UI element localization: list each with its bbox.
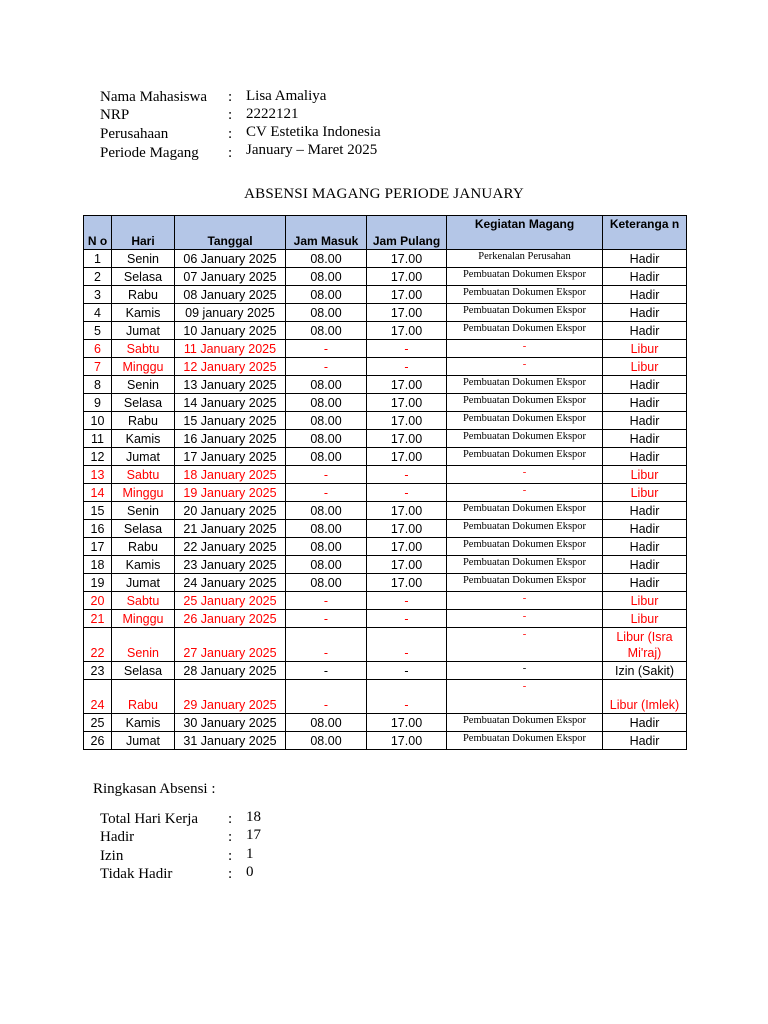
nrp-label: NRP	[100, 107, 130, 123]
summary-tidak-hadir-value: 0	[246, 864, 254, 880]
cell-hari: Sabtu	[112, 340, 175, 358]
cell-hari: Rabu	[112, 412, 175, 430]
cell-kegiatan: -	[447, 358, 603, 376]
cell-jam-pulang: 17.00	[367, 556, 447, 574]
cell-hari: Kamis	[112, 430, 175, 448]
periode-label: Periode Magang	[100, 145, 199, 161]
cell-tanggal: 17 January 2025	[175, 448, 286, 466]
summary-hadir-label: Hadir	[100, 829, 135, 845]
summary-heading: Ringkasan Absensi :	[93, 781, 216, 797]
cell-jam-masuk: -	[286, 592, 367, 610]
cell-kegiatan: Pembuatan Dokumen Ekspor	[447, 732, 603, 750]
cell-tanggal: 31 January 2025	[175, 732, 286, 750]
cell-jam-masuk: -	[286, 340, 367, 358]
cell-hari: Kamis	[112, 304, 175, 322]
table-row	[84, 268, 687, 286]
cell-keterangan: Libur	[603, 466, 687, 484]
cell-no: 11	[84, 430, 112, 448]
cell-jam-masuk: 08.00	[286, 412, 367, 430]
cell-no: 13	[84, 466, 112, 484]
cell-jam-pulang: 17.00	[367, 268, 447, 286]
cell-jam-masuk: 08.00	[286, 304, 367, 322]
cell-hari: Minggu	[112, 610, 175, 628]
cell-tanggal: 28 January 2025	[175, 662, 286, 680]
cell-tanggal: 09 january 2025	[175, 304, 286, 322]
cell-jam-masuk: 08.00	[286, 394, 367, 412]
cell-hari: Minggu	[112, 484, 175, 502]
table-row	[84, 680, 687, 714]
table-row	[84, 304, 687, 322]
cell-keterangan: Hadir	[603, 520, 687, 538]
cell-tanggal: 21 January 2025	[175, 520, 286, 538]
summary-hadir-colon: :	[228, 829, 233, 845]
summary-hadir-value: 17	[246, 827, 261, 843]
cell-kegiatan: -	[447, 466, 603, 484]
cell-no: 16	[84, 520, 112, 538]
cell-jam-pulang: 17.00	[367, 448, 447, 466]
cell-jam-pulang: 17.00	[367, 304, 447, 322]
cell-hari: Kamis	[112, 556, 175, 574]
cell-no: 7	[84, 358, 112, 376]
nama-value: Lisa Amaliya	[246, 88, 327, 104]
cell-jam-masuk: -	[286, 484, 367, 502]
table-row	[84, 286, 687, 304]
cell-jam-pulang: 17.00	[367, 394, 447, 412]
cell-no: 26	[84, 732, 112, 750]
cell-jam-pulang: -	[367, 662, 447, 680]
table-row	[84, 714, 687, 732]
header-no: N o	[84, 216, 112, 250]
header-jam-pulang: Jam Pulang	[367, 216, 447, 250]
cell-jam-masuk: 08.00	[286, 574, 367, 592]
cell-keterangan: Hadir	[603, 502, 687, 520]
cell-kegiatan: Pembuatan Dokumen Ekspor	[447, 394, 603, 412]
cell-tanggal: 06 January 2025	[175, 250, 286, 268]
header-tanggal: Tanggal	[175, 216, 286, 250]
periode-colon: :	[228, 145, 233, 161]
cell-keterangan: Hadir	[603, 448, 687, 466]
summary-izin-colon: :	[228, 848, 233, 864]
cell-no: 9	[84, 394, 112, 412]
cell-no: 18	[84, 556, 112, 574]
cell-jam-pulang: 17.00	[367, 574, 447, 592]
cell-kegiatan: -	[447, 628, 603, 662]
cell-keterangan: Izin (Sakit)	[603, 662, 687, 680]
cell-jam-pulang: 17.00	[367, 430, 447, 448]
table-row	[84, 250, 687, 268]
cell-hari: Selasa	[112, 662, 175, 680]
cell-kegiatan: Pembuatan Dokumen Ekspor	[447, 376, 603, 394]
cell-keterangan: Libur	[603, 340, 687, 358]
cell-kegiatan: Pembuatan Dokumen Ekspor	[447, 538, 603, 556]
cell-kegiatan: -	[447, 340, 603, 358]
cell-tanggal: 20 January 2025	[175, 502, 286, 520]
table-row	[84, 520, 687, 538]
cell-hari: Sabtu	[112, 466, 175, 484]
cell-jam-pulang: 17.00	[367, 732, 447, 750]
header-jam-masuk: Jam Masuk	[286, 216, 367, 250]
cell-tanggal: 08 January 2025	[175, 286, 286, 304]
cell-jam-pulang: 17.00	[367, 412, 447, 430]
cell-jam-masuk: 08.00	[286, 538, 367, 556]
cell-kegiatan: Pembuatan Dokumen Ekspor	[447, 574, 603, 592]
cell-hari: Senin	[112, 628, 175, 662]
cell-tanggal: 22 January 2025	[175, 538, 286, 556]
table-row	[84, 394, 687, 412]
cell-jam-pulang: 17.00	[367, 714, 447, 732]
cell-kegiatan: Pembuatan Dokumen Ekspor	[447, 286, 603, 304]
table-row	[84, 484, 687, 502]
cell-hari: Jumat	[112, 574, 175, 592]
cell-keterangan: Libur	[603, 484, 687, 502]
nrp-colon: :	[228, 107, 233, 123]
nama-label: Nama Mahasiswa	[100, 89, 208, 105]
nama-colon: :	[228, 89, 233, 105]
header-keterangan: Keteranga n	[603, 216, 687, 250]
cell-kegiatan: Pembuatan Dokumen Ekspor	[447, 448, 603, 466]
perusahaan-colon: :	[228, 126, 233, 142]
cell-keterangan: Hadir	[603, 430, 687, 448]
cell-jam-pulang: 17.00	[367, 286, 447, 304]
cell-no: 17	[84, 538, 112, 556]
cell-jam-pulang: 17.00	[367, 322, 447, 340]
table-row	[84, 662, 687, 680]
perusahaan-label: Perusahaan	[100, 126, 169, 142]
table-row	[84, 628, 687, 662]
table-row	[84, 592, 687, 610]
summary-izin-value: 1	[246, 846, 254, 862]
cell-jam-masuk: 08.00	[286, 714, 367, 732]
cell-keterangan: Hadir	[603, 250, 687, 268]
cell-no: 4	[84, 304, 112, 322]
cell-tanggal: 25 January 2025	[175, 592, 286, 610]
summary-tidak-hadir-label: Tidak Hadir	[100, 866, 173, 882]
cell-keterangan: Hadir	[603, 538, 687, 556]
cell-jam-masuk: 08.00	[286, 268, 367, 286]
cell-hari: Minggu	[112, 358, 175, 376]
cell-jam-masuk: -	[286, 466, 367, 484]
cell-kegiatan: Pembuatan Dokumen Ekspor	[447, 322, 603, 340]
cell-hari: Sabtu	[112, 592, 175, 610]
cell-no: 19	[84, 574, 112, 592]
cell-hari: Rabu	[112, 286, 175, 304]
table-row	[84, 412, 687, 430]
cell-tanggal: 24 January 2025	[175, 574, 286, 592]
cell-jam-pulang: 17.00	[367, 520, 447, 538]
cell-kegiatan: -	[447, 592, 603, 610]
cell-no: 5	[84, 322, 112, 340]
table-row	[84, 556, 687, 574]
cell-jam-masuk: -	[286, 358, 367, 376]
attendance-table	[83, 215, 687, 750]
cell-jam-masuk: 08.00	[286, 448, 367, 466]
cell-tanggal: 14 January 2025	[175, 394, 286, 412]
cell-kegiatan: -	[447, 610, 603, 628]
table-row	[84, 322, 687, 340]
cell-no: 14	[84, 484, 112, 502]
table-row	[84, 430, 687, 448]
cell-hari: Rabu	[112, 538, 175, 556]
cell-tanggal: 16 January 2025	[175, 430, 286, 448]
cell-keterangan: Hadir	[603, 304, 687, 322]
cell-kegiatan: Pembuatan Dokumen Ekspor	[447, 304, 603, 322]
cell-kegiatan: Pembuatan Dokumen Ekspor	[447, 714, 603, 732]
cell-jam-masuk: 08.00	[286, 286, 367, 304]
perusahaan-value: CV Estetika Indonesia	[246, 124, 381, 140]
cell-keterangan: Hadir	[603, 556, 687, 574]
cell-kegiatan: Perkenalan Perusahan	[447, 250, 603, 268]
cell-no: 20	[84, 592, 112, 610]
cell-jam-pulang: 17.00	[367, 376, 447, 394]
cell-keterangan: Hadir	[603, 322, 687, 340]
cell-keterangan: Hadir	[603, 286, 687, 304]
cell-tanggal: 15 January 2025	[175, 412, 286, 430]
cell-tanggal: 18 January 2025	[175, 466, 286, 484]
cell-no: 1	[84, 250, 112, 268]
cell-tanggal: 07 January 2025	[175, 268, 286, 286]
cell-no: 15	[84, 502, 112, 520]
cell-jam-masuk: 08.00	[286, 732, 367, 750]
cell-jam-pulang: -	[367, 358, 447, 376]
table-row	[84, 732, 687, 750]
cell-jam-masuk: 08.00	[286, 322, 367, 340]
cell-jam-pulang: -	[367, 610, 447, 628]
cell-no: 10	[84, 412, 112, 430]
cell-kegiatan: Pembuatan Dokumen Ekspor	[447, 430, 603, 448]
cell-hari: Kamis	[112, 714, 175, 732]
cell-no: 2	[84, 268, 112, 286]
cell-jam-pulang: 17.00	[367, 250, 447, 268]
summary-total-value: 18	[246, 809, 261, 825]
table-header-row	[84, 216, 687, 250]
summary-tidak-hadir-colon: :	[228, 866, 233, 882]
cell-keterangan: Libur	[603, 358, 687, 376]
cell-hari: Senin	[112, 250, 175, 268]
table-row	[84, 574, 687, 592]
cell-hari: Jumat	[112, 322, 175, 340]
cell-kegiatan: -	[447, 484, 603, 502]
table-row	[84, 466, 687, 484]
page-title: ABSENSI MAGANG PERIODE JANUARY	[244, 186, 524, 202]
cell-jam-pulang: -	[367, 484, 447, 502]
cell-tanggal: 11 January 2025	[175, 340, 286, 358]
cell-jam-masuk: 08.00	[286, 520, 367, 538]
cell-no: 22	[84, 628, 112, 662]
cell-hari: Jumat	[112, 732, 175, 750]
cell-no: 3	[84, 286, 112, 304]
table-body	[84, 250, 687, 750]
header-kegiatan: Kegiatan Magang	[447, 216, 603, 250]
cell-hari: Rabu	[112, 680, 175, 714]
cell-jam-masuk: -	[286, 628, 367, 662]
cell-kegiatan: Pembuatan Dokumen Ekspor	[447, 268, 603, 286]
cell-no: 6	[84, 340, 112, 358]
table-row	[84, 376, 687, 394]
cell-jam-masuk: -	[286, 662, 367, 680]
cell-jam-masuk: -	[286, 680, 367, 714]
cell-jam-pulang: -	[367, 628, 447, 662]
cell-kegiatan: Pembuatan Dokumen Ekspor	[447, 502, 603, 520]
cell-no: 21	[84, 610, 112, 628]
cell-keterangan: Hadir	[603, 376, 687, 394]
cell-tanggal: 19 January 2025	[175, 484, 286, 502]
cell-keterangan: Hadir	[603, 268, 687, 286]
cell-keterangan: Libur (Imlek)	[603, 680, 687, 714]
cell-tanggal: 30 January 2025	[175, 714, 286, 732]
cell-hari: Jumat	[112, 448, 175, 466]
table-row	[84, 610, 687, 628]
summary-izin-label: Izin	[100, 848, 124, 864]
cell-hari: Senin	[112, 502, 175, 520]
table-row	[84, 502, 687, 520]
cell-jam-masuk: 08.00	[286, 376, 367, 394]
cell-kegiatan: Pembuatan Dokumen Ekspor	[447, 556, 603, 574]
cell-tanggal: 12 January 2025	[175, 358, 286, 376]
table-row	[84, 358, 687, 376]
cell-jam-masuk: -	[286, 610, 367, 628]
cell-hari: Senin	[112, 376, 175, 394]
cell-jam-masuk: 08.00	[286, 502, 367, 520]
cell-tanggal: 26 January 2025	[175, 610, 286, 628]
cell-jam-pulang: -	[367, 680, 447, 714]
cell-hari: Selasa	[112, 394, 175, 412]
cell-hari: Selasa	[112, 268, 175, 286]
cell-no: 24	[84, 680, 112, 714]
cell-jam-pulang: 17.00	[367, 538, 447, 556]
cell-jam-pulang: 17.00	[367, 502, 447, 520]
table-row	[84, 340, 687, 358]
cell-keterangan: Hadir	[603, 714, 687, 732]
cell-keterangan: Hadir	[603, 412, 687, 430]
cell-jam-masuk: 08.00	[286, 430, 367, 448]
cell-keterangan: Libur (Isra Mi'raj)	[603, 628, 687, 662]
cell-keterangan: Hadir	[603, 732, 687, 750]
summary-total-label: Total Hari Kerja	[100, 811, 199, 827]
cell-hari: Selasa	[112, 520, 175, 538]
cell-jam-pulang: -	[367, 592, 447, 610]
cell-no: 23	[84, 662, 112, 680]
cell-keterangan: Hadir	[603, 394, 687, 412]
periode-value: January – Maret 2025	[246, 142, 378, 158]
table-row	[84, 448, 687, 466]
cell-keterangan: Libur	[603, 610, 687, 628]
cell-no: 25	[84, 714, 112, 732]
cell-kegiatan: Pembuatan Dokumen Ekspor	[447, 412, 603, 430]
cell-no: 12	[84, 448, 112, 466]
cell-no: 8	[84, 376, 112, 394]
cell-tanggal: 13 January 2025	[175, 376, 286, 394]
cell-jam-masuk: 08.00	[286, 250, 367, 268]
cell-keterangan: Libur	[603, 592, 687, 610]
cell-keterangan: Hadir	[603, 574, 687, 592]
cell-jam-pulang: -	[367, 466, 447, 484]
table-row	[84, 538, 687, 556]
header-hari: Hari	[112, 216, 175, 250]
cell-kegiatan: Pembuatan Dokumen Ekspor	[447, 520, 603, 538]
cell-kegiatan: -	[447, 662, 603, 680]
cell-tanggal: 10 January 2025	[175, 322, 286, 340]
summary-total-colon: :	[228, 811, 233, 827]
cell-tanggal: 27 January 2025	[175, 628, 286, 662]
cell-tanggal: 23 January 2025	[175, 556, 286, 574]
cell-tanggal: 29 January 2025	[175, 680, 286, 714]
nrp-value: 2222121	[246, 106, 299, 122]
cell-jam-pulang: -	[367, 340, 447, 358]
cell-jam-masuk: 08.00	[286, 556, 367, 574]
cell-kegiatan: -	[447, 680, 603, 714]
